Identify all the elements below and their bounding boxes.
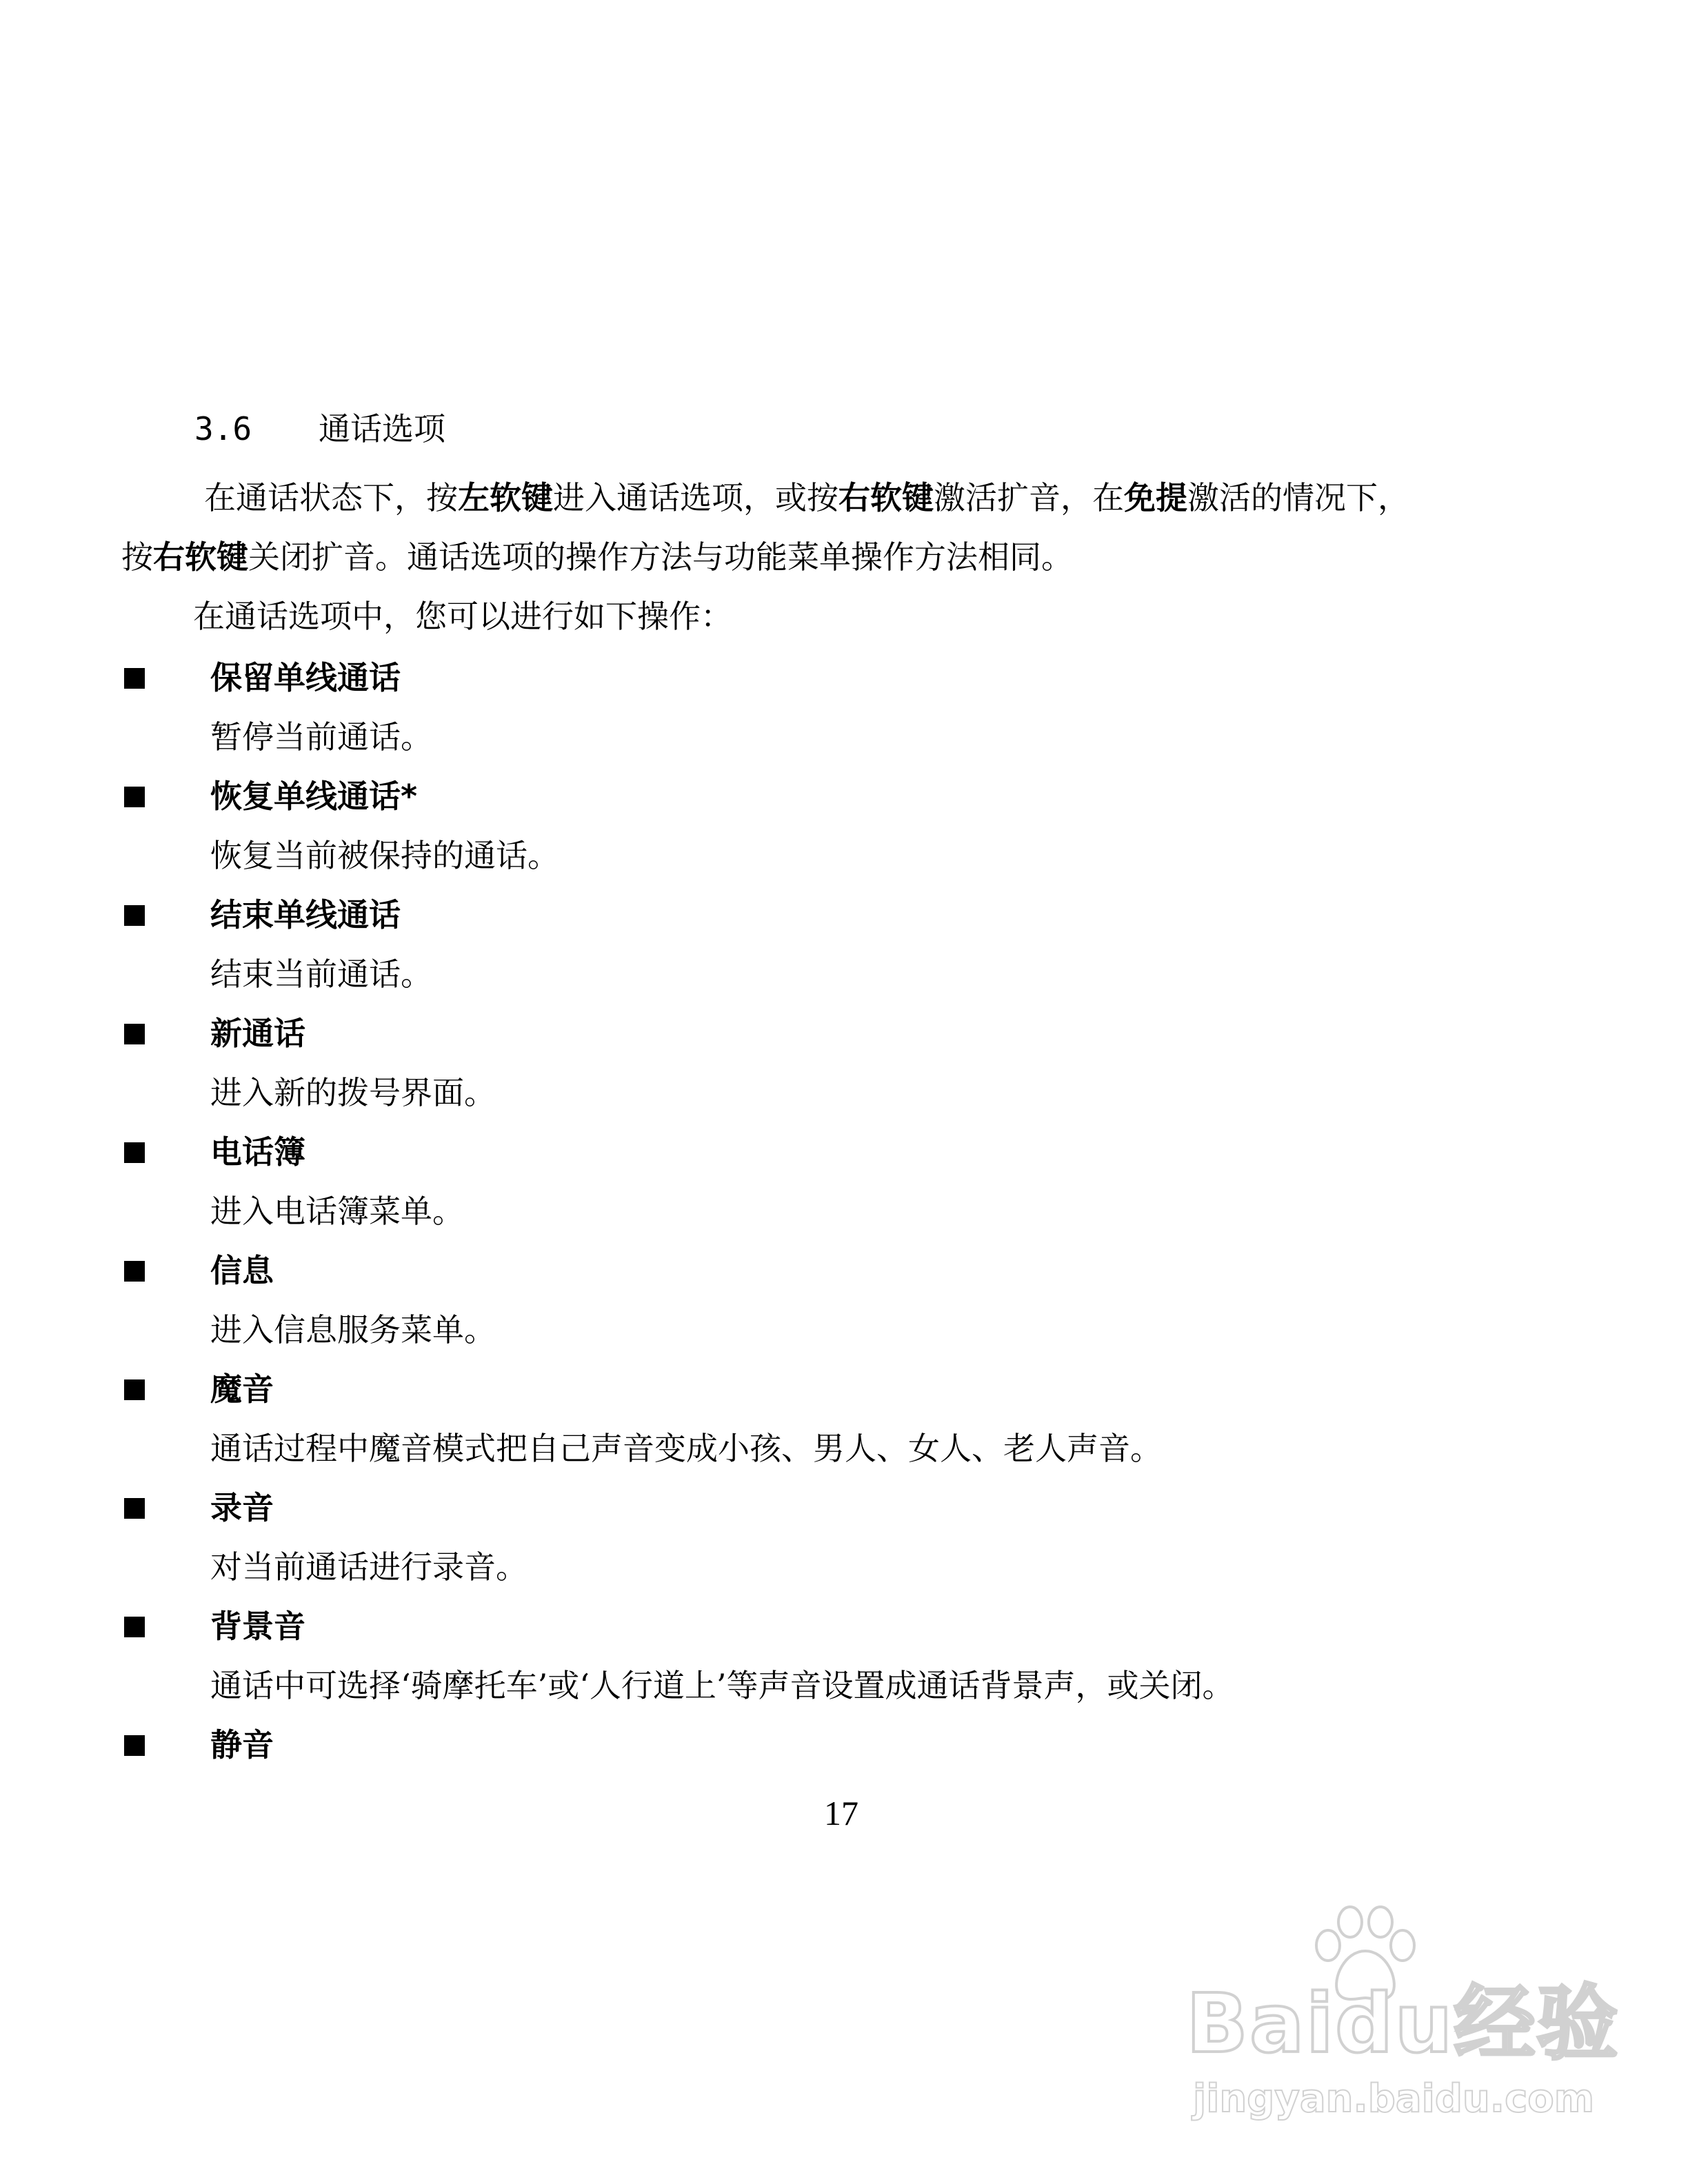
item-title: 保留单线通话 xyxy=(210,659,401,696)
bullet-square xyxy=(124,1735,145,1756)
intro-paragraph-line-2 xyxy=(121,536,1073,578)
item-description: 对当前通话进行录音。 xyxy=(210,1548,528,1586)
key-term-right-soft-key: 右软键 xyxy=(153,538,248,576)
intro-text: 激活扩音，在 xyxy=(934,479,1124,516)
intro-paragraph-line-3: 在通话选项中，您可以进行如下操作： xyxy=(193,598,732,635)
bullet-square xyxy=(124,668,145,689)
intro-text: 进入通话选项，或按 xyxy=(553,479,838,516)
intro-paragraph-line-1 xyxy=(204,477,1409,518)
item-description: 进入电话簿菜单。 xyxy=(210,1193,464,1230)
bullet-square xyxy=(124,1024,145,1044)
baidu-watermark xyxy=(1186,1903,1620,2144)
item-description: 结束当前通话。 xyxy=(210,956,432,993)
bullet-square xyxy=(124,905,145,926)
page-number: 17 xyxy=(824,1794,858,1832)
section-heading xyxy=(194,408,445,449)
intro-text: 在通话状态下，按 xyxy=(204,479,458,516)
intro-text: 激活的情况下， xyxy=(1187,479,1409,516)
item-description: 通话中可选择‘骑摩托车’或‘人行道上’等声音设置成通话背景声，或关闭。 xyxy=(210,1667,1234,1704)
item-description: 恢复当前被保持的通话。 xyxy=(210,837,559,874)
intro-text: 关闭扩音。通话选项的操作方法与功能菜单操作方法相同。 xyxy=(248,538,1073,576)
bullet-square xyxy=(124,1379,145,1400)
item-title: 电话簿 xyxy=(210,1133,305,1171)
item-description: 进入新的拨号界面。 xyxy=(210,1074,496,1111)
item-title: 静音 xyxy=(210,1726,274,1763)
item-title: 恢复单线通话* xyxy=(210,778,418,815)
item-title: 信息 xyxy=(210,1252,274,1289)
bullet-square xyxy=(124,1617,145,1637)
bullet-square xyxy=(124,1142,145,1163)
key-term-left-soft-key: 左软键 xyxy=(458,479,553,516)
item-description: 通话过程中魔音模式把自己声音变成小孩、男人、女人、老人声音。 xyxy=(210,1430,1162,1467)
item-title: 背景音 xyxy=(210,1608,305,1645)
key-term-right-soft-key: 右软键 xyxy=(838,479,934,516)
watermark-url: jingyan.baidu.com xyxy=(1193,2076,1595,2121)
bullet-square xyxy=(124,1498,145,1519)
section-number: 3.6 xyxy=(194,410,252,447)
item-title: 新通话 xyxy=(210,1015,305,1052)
item-title: 结束单线通话 xyxy=(210,896,401,933)
item-title: 录音 xyxy=(210,1489,274,1526)
intro-text: 按 xyxy=(121,538,153,576)
bullet-square xyxy=(124,1261,145,1282)
item-description: 暂停当前通话。 xyxy=(210,718,432,756)
item-title: 魔音 xyxy=(210,1371,274,1408)
key-term-handsfree: 免提 xyxy=(1124,479,1187,516)
bullet-square xyxy=(124,787,145,807)
section-title: 通话选项 xyxy=(319,410,445,447)
item-description: 进入信息服务菜单。 xyxy=(210,1311,496,1348)
watermark-logo-text: Baidu经验 xyxy=(1186,1976,1620,2071)
